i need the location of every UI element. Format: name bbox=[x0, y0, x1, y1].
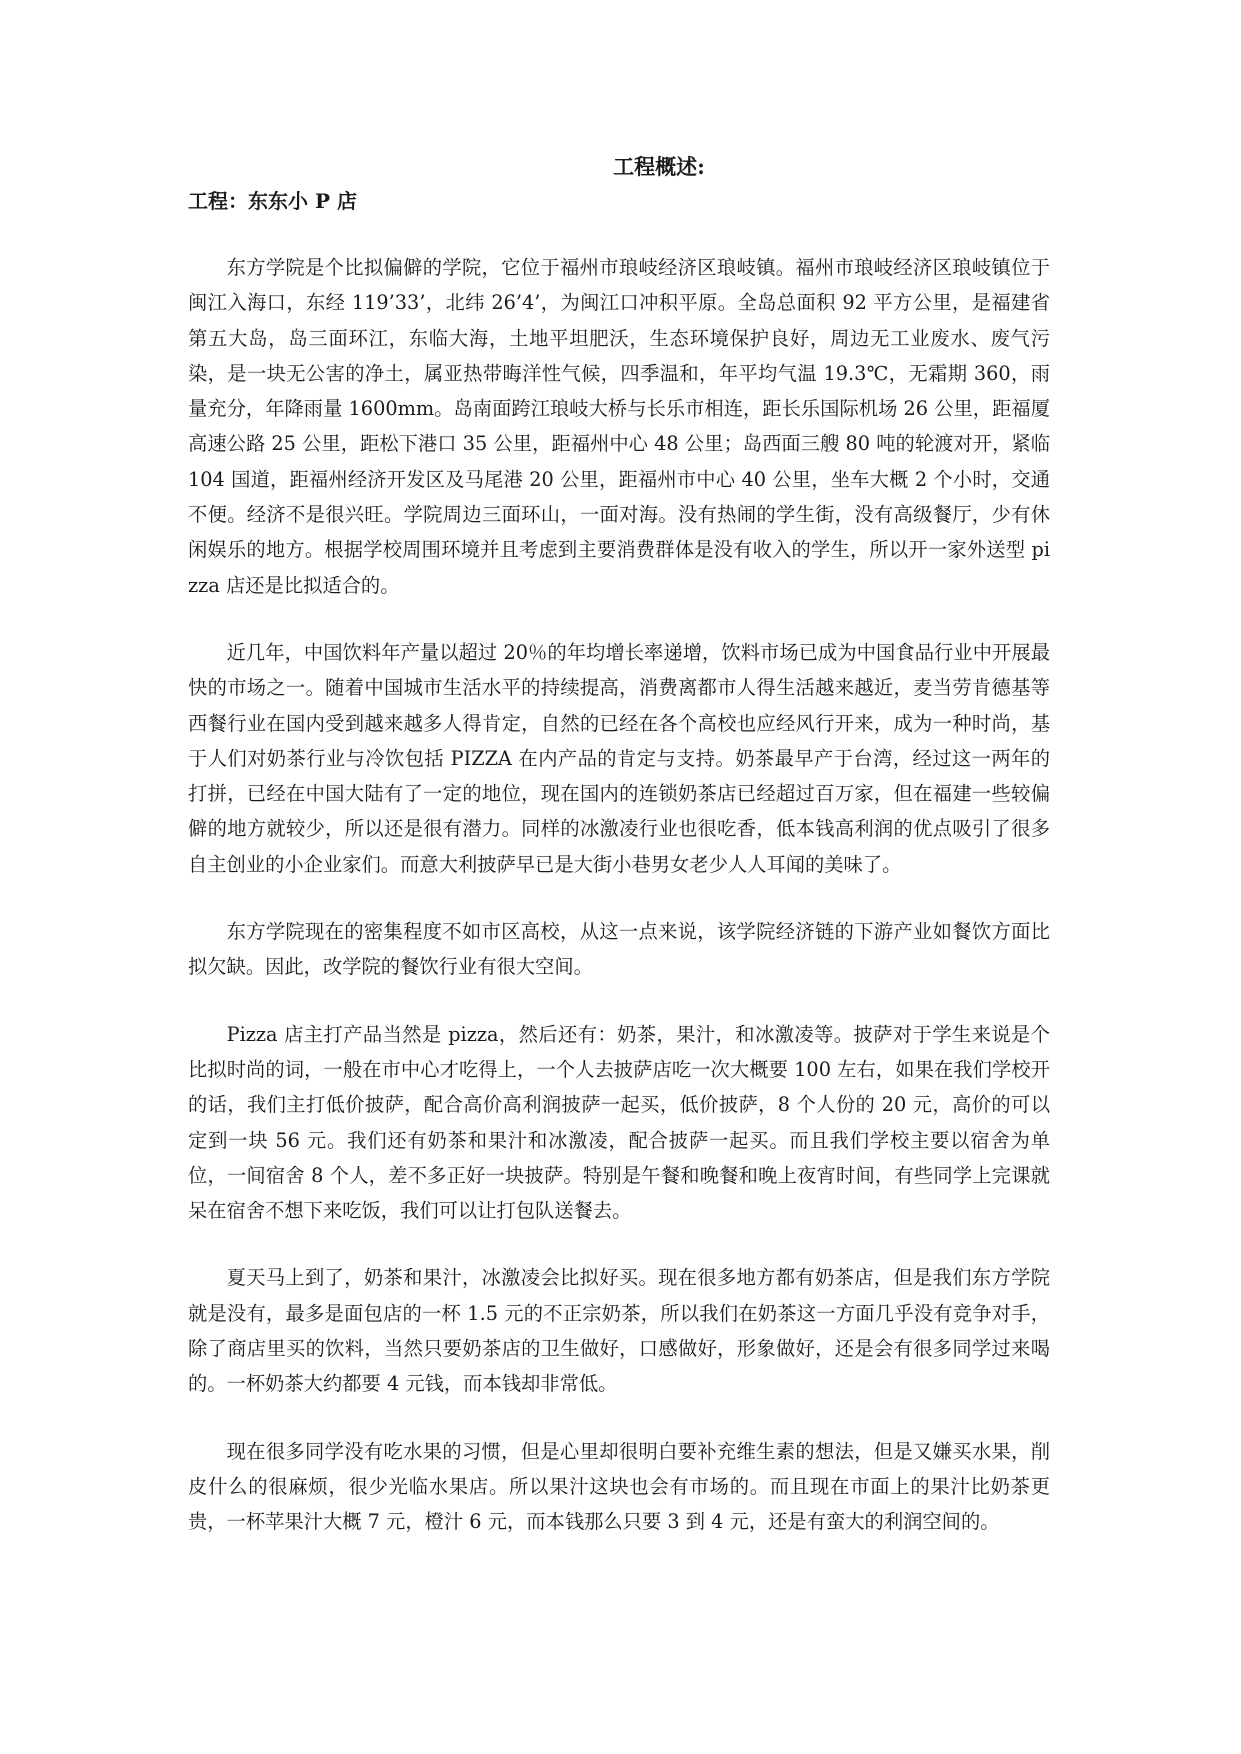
document-body bbox=[188, 250, 1050, 1572]
paragraph-milk-tea: 夏天马上到了，奶茶和果汁，冰激凌会比拟好买。现在很多地方都有奶茶店，但是我们东方学院就是没有，最多是面包店的一杯 1.5 元的不正宗奶茶，所以我们在奶茶这一方面几乎没有竞争对手，除了商店里买的饮料，当然只要奶茶店的卫生做好，口感做好，形象做好，还是会有很多同学过来喝的。一杯奶茶大约都要 4 元钱，而本钱却非常低。 bbox=[188, 1266, 1050, 1396]
paragraph-market: 近几年，中国饮料年产量以超过 20％的年均增长率递增，饮料市场已成为中国食品行业中开展最快的市场之一。随着中国城市生活水平的持续提高，消费离都市人得生活越来越近，麦当劳肯德基等西餐行业在国内受到越来越多人得肯定，自然的已经在各个高校也应经风行开来，成为一种时尚，基于人们对奶茶行业与冷饮包括 PIZZA 在内产品的肯定与支持。奶茶最早产于台湾，经过这一两年的打拼，已经在中国大陆有了一定的地位，现在国内的连锁奶茶店已经超过百万家，但在福建一些较偏僻的地方就较少，所以还是很有潜力。同样的冰激凌行业也很吃香，低本钱高利润的优点吸引了很多自主创业的小企业家们。而意大利披萨早已是大街小巷男女老少人人耳闻的美味了。 bbox=[188, 640, 1050, 876]
paragraph-products: Pizza 店主打产品当然是 pizza，然后还有：奶茶，果汁，和冰激凌等。披萨对于学生来说是个比拟时尚的词，一般在市中心才吃得上，一个人去披萨店吃一次大概要 100 左右，如果在我们学校开的话，我们主打低价披萨，配合高价高利润披萨一起买，低价披萨，8 个人份的 20 元，高价的可以定到一块 56 元。我们还有奶茶和果汁和冰激凌，配合披萨一起买。而且我们学校主要以宿舍为单位，一间宿舍 8 个人，差不多正好一块披萨。特别是午餐和晚餐和晚上夜宵时间，有些同学上完课就呆在宿舍不想下来吃饭，我们可以让打包队送餐去。 bbox=[188, 1022, 1050, 1223]
document-title: 工程概述: bbox=[613, 154, 705, 179]
paragraph-location: 东方学院是个比拟偏僻的学院，它位于福州市琅岐经济区琅岐镇。福州市琅岐经济区琅岐镇位于闽江入海口，东经 119’33’，北纬 26’4’，为闽江口冲积平原。全岛总面积 92 平方公里，是福建省第五大岛，岛三面环江，东临大海，土地平坦肥沃，生态环境保护良好，周边无工业废水、废气污染，是一块无公害的净土，属亚热带晦洋性气候，四季温和，年平均气温 19.3℃，无霜期 360，雨量充分，年降雨量 1600mm。岛南面跨江琅岐大桥与长乐市相连，距长乐国际机场 26 公里，距福厦高速公路 25 公里，距松下港口 35 公里，距福州中心 48 公里；岛西面三艘 80 吨的轮渡对开，紧临 104 国道，距福州经济开发区及马尾港 20 公里，距福州市中心 40 公里，坐车大概 2 个小时，交通不便。经济不是很兴旺。学院周边三面环山，一面对海。没有热闹的学生街，没有高级餐厅，少有休闲娱乐的地方。根据学校周围环境并且考虑到主要消费群体是没有收入的学生，所以开一家外送型 pizza 店还是比拟适合的。 bbox=[188, 256, 1050, 597]
paragraph-juice: 现在很多同学没有吃水果的习惯，但是心里却很明白要补充维生素的想法，但是又嫌买水果，削皮什么的很麻烦，很少光临水果店。所以果汁这块也会有市场的。而且现在市面上的果汁比奶茶更贵，一杯苹果汁大概 7 元，橙汁 6 元，而本钱那么只要 3 到 4 元，还是有蛮大的利润空间的。 bbox=[188, 1439, 1050, 1534]
paragraph-density: 东方学院现在的密集程度不如市区高校，从这一点来说，该学院经济链的下游产业如餐饮方面比拟欠缺。因此，改学院的餐饮行业有很大空间。 bbox=[188, 920, 1050, 979]
project-label: 工程：东东小 P 店 bbox=[188, 189, 357, 213]
